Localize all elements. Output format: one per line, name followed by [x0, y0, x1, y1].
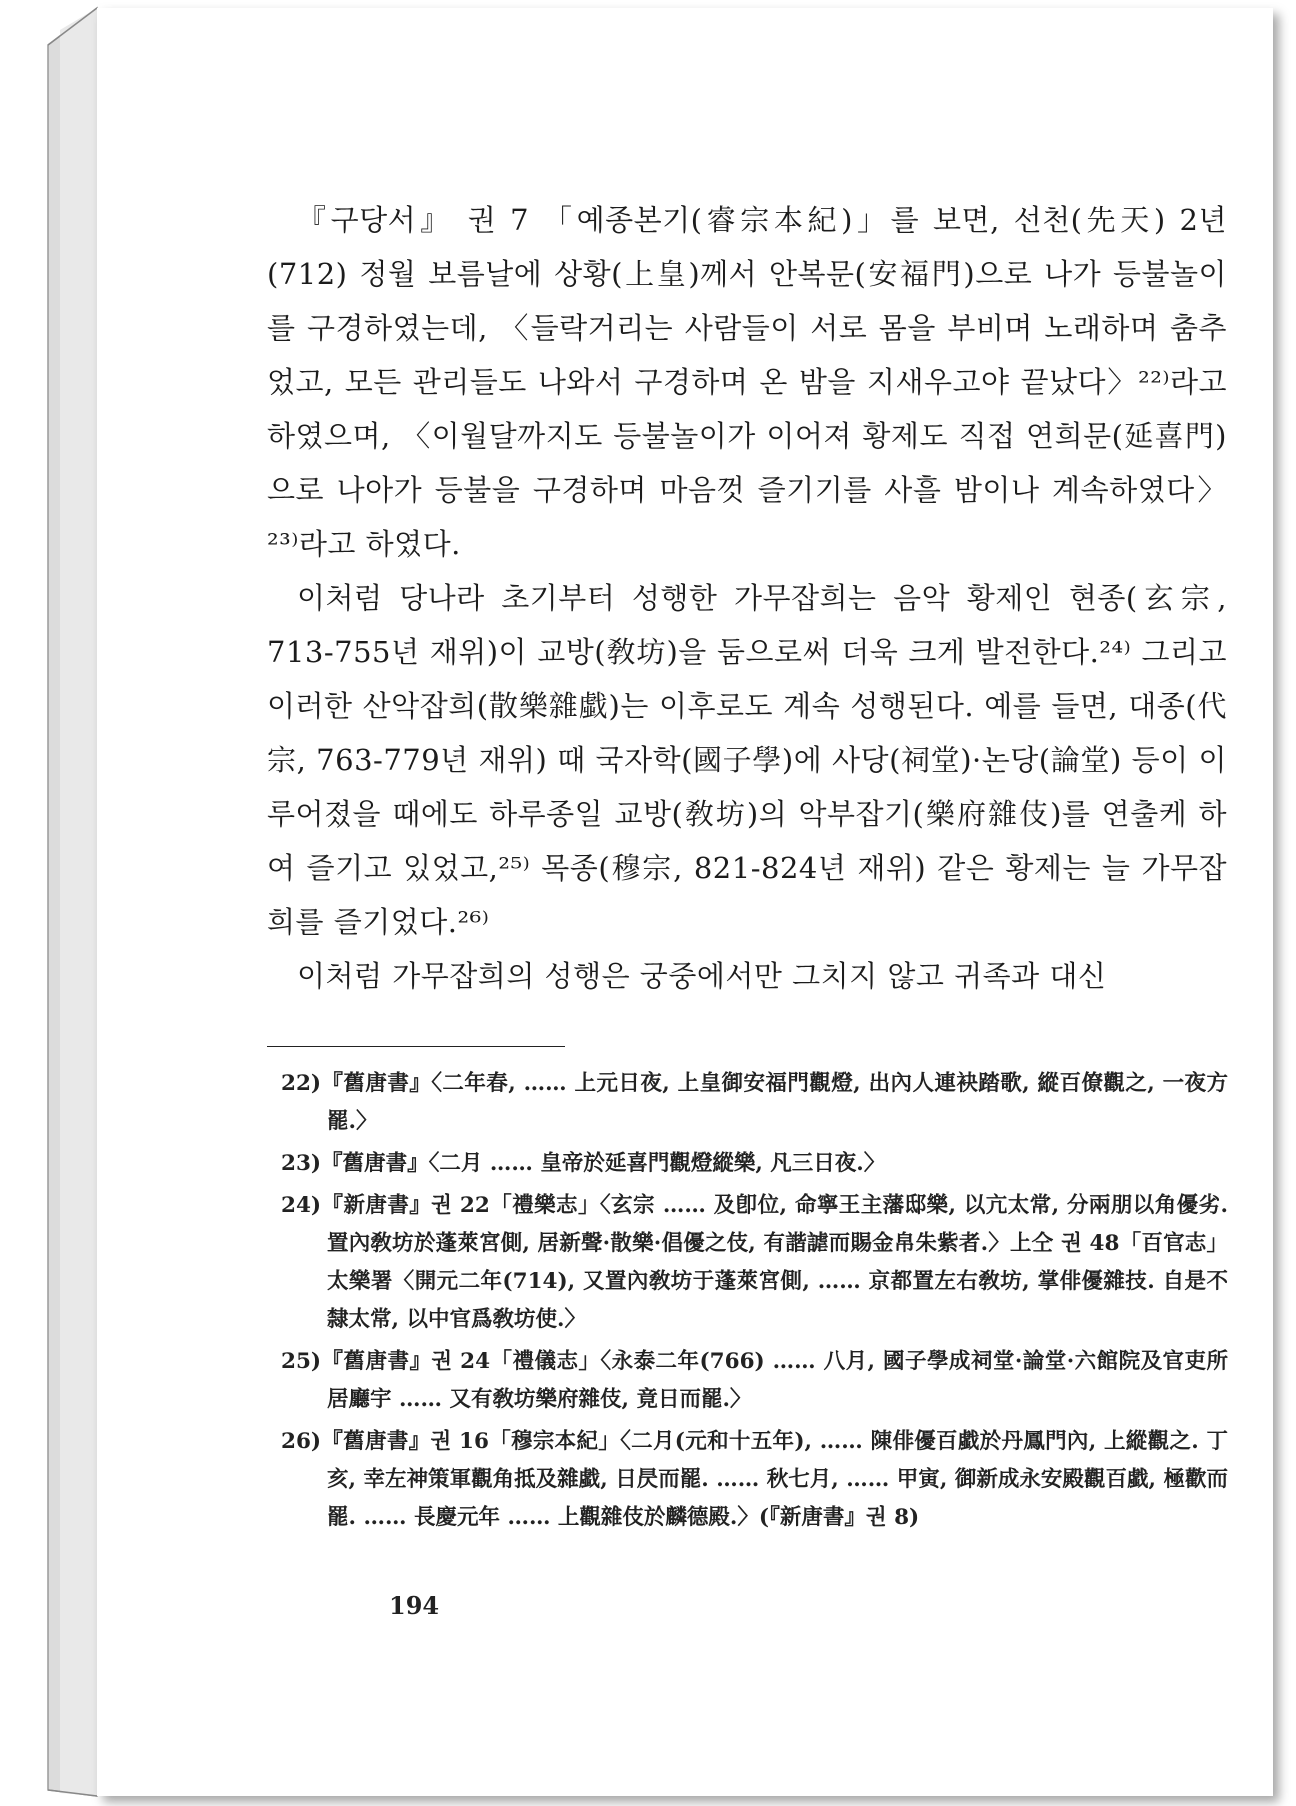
footnotes [281, 1065, 1228, 1537]
footnote-divider [267, 1046, 565, 1047]
footnote-25: 25)『舊唐書』권 24「禮儀志」〈永泰二年(766) …… 八月, 國子學成祠堂·論堂·六館院及官吏所居廳宇 …… 又有敎坊樂府雜伎, 竟日而罷.〉 [281, 1349, 1228, 1412]
page-number: 194 [389, 1591, 440, 1620]
footnote-23: 23)『舊唐書』〈二月 …… 皇帝於延喜門觀燈縱樂, 凡三日夜.〉 [281, 1151, 886, 1176]
paragraph-1: 『구당서』 권 7 「예종본기(睿宗本紀)」를 보면, 선천(先天) 2년 (712) 정월 보름날에 상황(上皇)께서 안복문(安福門)으로 나가 등불놀이를 구경하였는데, 〈들락거리는 사람들이 서로 몸을 부비며 노래하며 춤추었고, 모든 관리들도 나와서 구경하며 온 밤을 지새우고야 끝났다〉²²⁾라고 하였으며, 〈이월달까지도 등불놀이가 이어져 황제도 직접 연희문(延喜門)으로 나아가 등불을 구경하며 마음껏 즐기기를 사흘 밤이나 계속하였다〉²³⁾라고 하였다. [267, 203, 1227, 561]
paragraph-2: 이처럼 당나라 초기부터 성행한 가무잡희는 음악 황제인 현종(玄宗, 713-755년 재위)이 교방(敎坊)을 둠으로써 더욱 크게 발전한다.²⁴⁾ 그리고 이러한 산악잡희(散樂雜戱)는 이후로도 계속 성행된다. 예를 들면, 대종(代宗, 763-779년 재위) 때 국자학(國子學)에 사당(祠堂)·논당(論堂) 등이 이루어졌을 때에도 하루종일 교방(敎坊)의 악부잡기(樂府雜伎)를 연출케 하여 즐기고 있었고,²⁵⁾ 목종(穆宗, 821-824년 재위) 같은 황제는 늘 가무잡희를 즐기었다.²⁶⁾ [267, 581, 1227, 939]
footnote-26: 26)『舊唐書』권 16「穆宗本紀」〈二月(元和十五年), …… 陳俳優百戱於丹鳳門內, 上縱觀之. 丁亥, 幸左神策軍觀角抵及雜戱, 日昃而罷. …… 秋七月, …… 甲寅, 御新成永安殿觀百戱, 極歡而罷. …… 長慶元年 …… 上觀雜伎於麟德殿.〉(『新唐書』권 8) [281, 1429, 1228, 1530]
footnote-22: 22)『舊唐書』〈二年春, …… 上元日夜, 上皇御安福門觀燈, 出內人連袂踏歌, 縱百僚觀之, 一夜方罷.〉 [281, 1071, 1228, 1134]
footnote-24: 24)『新唐書』권 22「禮樂志」〈玄宗 …… 及卽位, 命寧王主藩邸樂, 以亢太常, 分兩朋以角優劣. 置內敎坊於蓬萊宮側, 居新聲·散樂·倡優之伎, 有諧謔而賜金帛朱紫者.〉上仝 권 48「百官志」太樂署〈開元二年(714), 又置內敎坊于蓬萊宮側, …… 京都置左右敎坊, 掌俳優雜技. 自是不隸太常, 以中官爲敎坊使.〉 [281, 1193, 1228, 1332]
page-content [267, 193, 1227, 1541]
paragraph-3: 이처럼 가무잡희의 성행은 궁중에서만 그치지 않고 귀족과 대신 [297, 959, 1107, 993]
body-text [267, 193, 1227, 1003]
page [97, 8, 1273, 1796]
